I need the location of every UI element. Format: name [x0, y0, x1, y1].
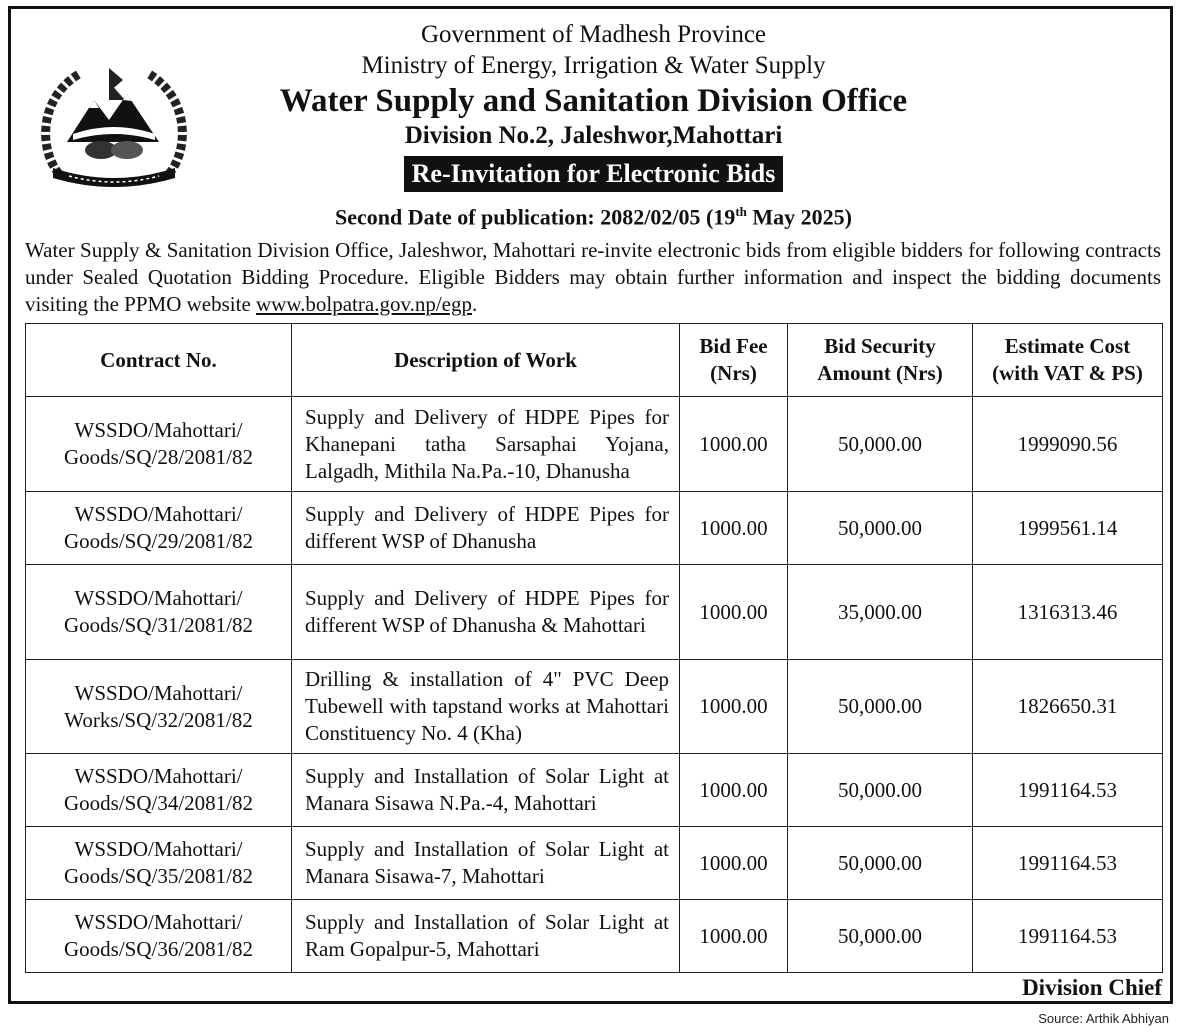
bid-fee: 1000.00 [680, 565, 788, 660]
notice-frame [8, 6, 1173, 1004]
bid-fee: 1000.00 [680, 900, 788, 973]
bid-fee: 1000.00 [680, 397, 788, 492]
contract-no: WSSDO/Mahottari/ Goods/SQ/31/2081/82 [26, 565, 292, 660]
estimate-cost: 1999090.56 [973, 397, 1163, 492]
table-header-row [26, 324, 1163, 397]
work-description: Supply and Installation of Solar Light at Manara Sisawa-7, Mahottari [292, 827, 680, 900]
table-row [26, 397, 1163, 492]
signature-division-chief: Division Chief [1022, 975, 1162, 1000]
bid-security: 50,000.00 [788, 660, 973, 754]
source-credit: Source: Arthik Abhiyan [1038, 1011, 1169, 1026]
estimate-cost: 1999561.14 [973, 492, 1163, 565]
notice-title: Re-Invitation for Electronic Bids [404, 156, 784, 192]
estimate-cost: 1991164.53 [973, 900, 1163, 973]
office-name: Water Supply and Sanitation Division Office [279, 83, 908, 119]
bid-security: 50,000.00 [788, 492, 973, 565]
division-name: Division No.2, Jaleshwor,Mahottari [404, 122, 783, 149]
bid-security: 50,000.00 [788, 827, 973, 900]
table-row [26, 492, 1163, 565]
government-name: Government of Madhesh Province [420, 21, 767, 48]
work-description: Supply and Delivery of HDPE Pipes for different WSP of Dhanusha & Mahottari [292, 565, 680, 660]
bid-security: 50,000.00 [788, 397, 973, 492]
bid-fee: 1000.00 [680, 660, 788, 754]
table-row [26, 565, 1163, 660]
estimate-cost: 1991164.53 [973, 754, 1163, 827]
work-description: Supply and Delivery of HDPE Pipes for different WSP of Dhanusha [292, 492, 680, 565]
contract-no: WSSDO/Mahottari/ Goods/SQ/28/2081/82 [26, 397, 292, 492]
bid-fee: 1000.00 [680, 754, 788, 827]
contract-no: WSSDO/Mahottari/ Goods/SQ/35/2081/82 [26, 827, 292, 900]
estimate-cost: 1991164.53 [973, 827, 1163, 900]
bid-fee: 1000.00 [680, 492, 788, 565]
bid-security: 50,000.00 [788, 900, 973, 973]
ministry-name: Ministry of Energy, Irrigation & Water Supply [361, 52, 826, 79]
header-estimate-cost: Estimate Cost (with VAT & PS) [973, 324, 1163, 397]
publication-date: Second Date of publication: 2082/02/05 (19th May 2025) [335, 204, 852, 230]
contract-no: WSSDO/Mahottari/ Goods/SQ/29/2081/82 [26, 492, 292, 565]
contract-no: WSSDO/Mahottari/ Goods/SQ/34/2081/82 [26, 754, 292, 827]
intro-paragraph: Water Supply & Sanitation Division Office, Jaleshwor, Mahottari re-invite electronic bids from eligible bidders for following contracts under Sealed Quotation Bidding Procedure. Eligible Bidders may obtain further information and inspect the bidding documents visiting the PPMO website www.bolpatra.gov.np/egp. [25, 238, 1161, 316]
work-description: Supply and Delivery of HDPE Pipes for Khanepani tatha Sarsaphai Yojana, Lalgadh, Mithila Na.Pa.-10, Dhanusha [292, 397, 680, 492]
notice-header [11, 19, 1176, 232]
work-description: Drilling & installation of 4" PVC Deep Tubewell with tapstand works at Mahottari Constituency No. 4 (Kha) [292, 660, 680, 754]
work-description: Supply and Installation of Solar Light at Ram Gopalpur-5, Mahottari [292, 900, 680, 973]
header-bid-fee: Bid Fee (Nrs) [680, 324, 788, 397]
bid-security: 50,000.00 [788, 754, 973, 827]
header-contract-no: Contract No. [26, 324, 292, 397]
bid-security: 35,000.00 [788, 565, 973, 660]
table-row [26, 660, 1163, 754]
header-bid-security: Bid Security Amount (Nrs) [788, 324, 973, 397]
contract-no: WSSDO/Mahottari/ Goods/SQ/36/2081/82 [26, 900, 292, 973]
estimate-cost: 1316313.46 [973, 565, 1163, 660]
header-description: Description of Work [292, 324, 680, 397]
table-row [26, 754, 1163, 827]
table-row [26, 827, 1163, 900]
table-row [26, 900, 1163, 973]
work-description: Supply and Installation of Solar Light at Manara Sisawa N.Pa.-4, Mahottari [292, 754, 680, 827]
estimate-cost: 1826650.31 [973, 660, 1163, 754]
contract-no: WSSDO/Mahottari/ Works/SQ/32/2081/82 [26, 660, 292, 754]
bids-table [25, 323, 1163, 973]
bid-fee: 1000.00 [680, 827, 788, 900]
ppmo-website-link[interactable]: www.bolpatra.gov.np/egp [256, 292, 472, 316]
